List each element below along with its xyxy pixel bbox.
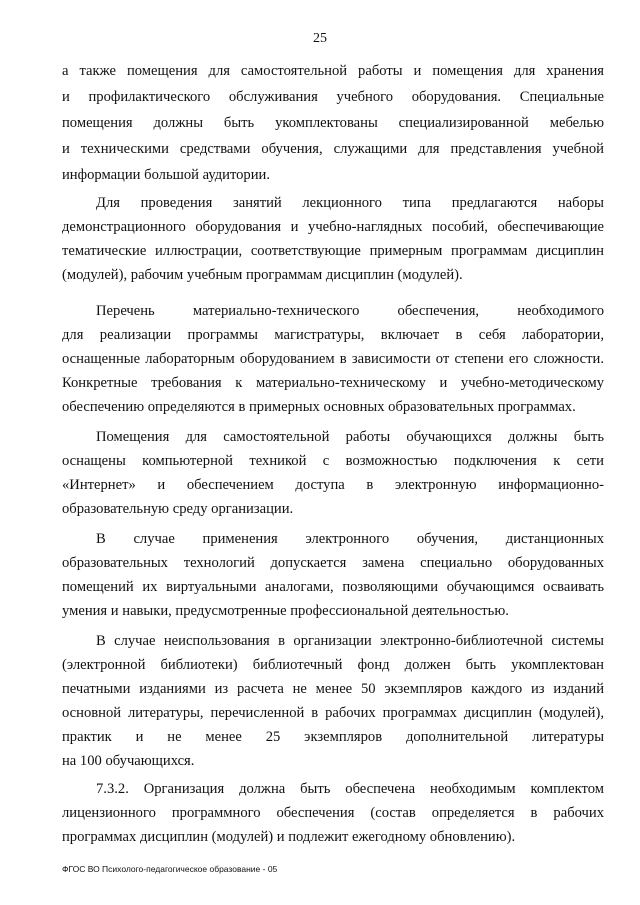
text-line: В случае применения электронного обучения, дистанционных [96,531,604,547]
text-line: 7.3.2. Организация должна быть обеспечена необходимым комплектом [96,781,604,797]
text-line: основной литературы, перечисленной в рабочих программах дисциплин (модулей), [62,705,604,721]
text-line: умения и навыки, предусмотренные профессиональной деятельностью. [62,603,509,619]
text-line: помещения должны быть укомплектованы специализированной мебелью [62,115,604,131]
text-line: и профилактического обслуживания учебного оборудования. Специальные [62,89,604,105]
text-line: обеспечению определяются в примерных основных образовательных программах. [62,399,576,415]
text-line: «Интернет» и обеспечением доступа в электронную информационно- [62,477,604,493]
text-line: (модулей), рабочим учебным программам дисциплин (модулей). [62,267,463,283]
page-footer: ФГОС ВО Психолого-педагогическое образование - 05 [62,864,278,874]
text-line: помещений их виртуальными аналогами, позволяющими обучающимся осваивать [62,579,604,595]
text-line: Помещения для самостоятельной работы обучающихся должны быть [96,429,604,445]
text-line: практик и не менее 25 экземпляров дополнительной литературы [62,729,604,745]
text-line: тематические иллюстрации, соответствующие примерным программам дисциплин [62,243,604,259]
text-line: печатными изданиями из расчета не менее 50 экземпляров каждого из изданий [62,681,604,697]
text-line: Перечень материально-технического обеспечения, необходимого [96,303,604,319]
text-line: В случае неиспользования в организации электронно-библиотечной системы [96,633,604,649]
text-line: лицензионного программного обеспечения (состав определяется в рабочих [62,805,604,821]
page-number: 25 [313,31,327,46]
text-line: оснащенные лабораторным оборудованием в зависимости от степени его сложности. [62,351,604,367]
text-line: (электронной библиотеки) библиотечный фонд должен быть укомплектован [62,657,604,673]
text-line: программах дисциплин (модулей) и подлежит ежегодному обновлению). [62,829,516,845]
text-line: на 100 обучающихся. [62,753,195,769]
text-line: для реализации программы магистратуры, включает в себя лаборатории, [62,327,604,343]
text-line: Для проведения занятий лекционного типа предлагаются наборы [96,195,604,211]
text-line: образовательных технологий допускается замена специально оборудованных [62,555,604,571]
text-line: образовательную среду организации. [62,501,294,517]
text-line: а также помещения для самостоятельной работы и помещения для хранения [62,63,604,79]
text-line: оснащены компьютерной техникой с возможностью подключения к сети [62,453,604,469]
text-line: демонстрационного оборудования и учебно-наглядных пособий, обеспечивающие [62,219,604,235]
text-line: информации большой аудитории. [62,167,270,183]
text-line: Конкретные требования к материально-техническому и учебно-методическому [62,375,604,391]
text-line: и техническими средствами обучения, служащими для представления учебной [62,141,604,157]
